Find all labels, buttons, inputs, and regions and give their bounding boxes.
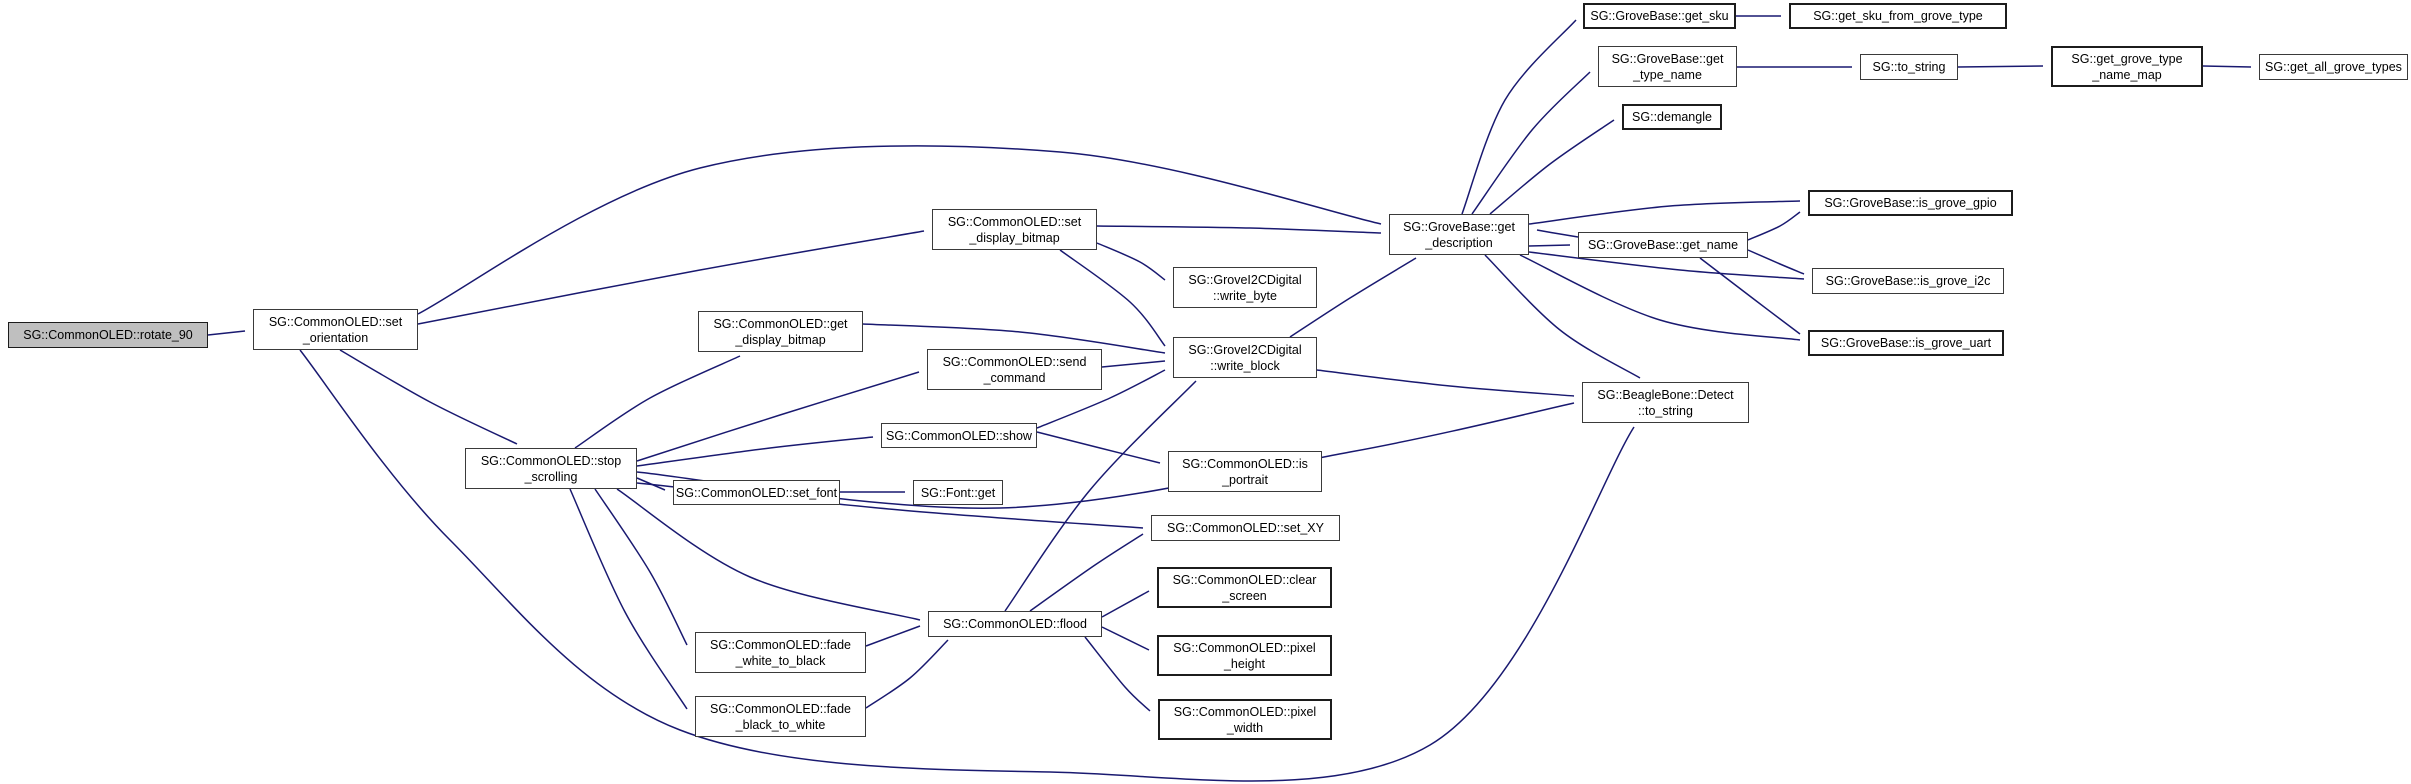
call-edge-flood-to-clear_screen [1102,591,1149,617]
graph-node-fade_black_to_white[interactable] [695,696,866,737]
graph-node-label: _width [1226,720,1264,735]
graph-node-label: SG::CommonOLED::clear [1172,572,1317,587]
call-edge-set_orientation-to-detect_to_string [300,350,1634,781]
call-edge-set_display_bitmap-to-get_description [1097,226,1381,233]
graph-node-to_string[interactable] [1860,54,1958,80]
call-edge-get_name-to-is_grove_uart [1700,258,1800,334]
call-edge-get_description-to-demangle [1490,120,1614,214]
graph-node-set_display_bitmap[interactable] [932,209,1097,250]
graph-node-get_all_grove_types[interactable] [2259,54,2408,80]
call-edge-get_description-to-get_name [1529,245,1570,246]
graph-node-label: SG::CommonOLED::pixel [1173,640,1316,655]
graph-node-set_orientation[interactable] [253,309,418,350]
graph-node-label: SG::GroveBase::get [1611,51,1724,66]
graph-node-is_grove_gpio[interactable] [1808,190,2013,216]
call-edge-get_name-to-get_description [1537,230,1578,237]
call-edge-write_block-to-detect_to_string [1317,370,1574,396]
graph-node-label: SG::demangle [1632,110,1712,124]
graph-node-set_XY[interactable] [1151,515,1340,541]
graph-node-get_display_bitmap[interactable] [698,311,863,352]
graph-node-label: SG::GroveI2CDigital [1188,272,1302,287]
graph-node-label: SG::BeagleBone::Detect [1597,387,1734,402]
graph-node-label: SG::CommonOLED::flood [943,617,1087,631]
graph-node-label: _command [983,370,1046,385]
call-edge-stop_scrolling-to-get_display_bitmap [575,356,740,448]
graph-node-stop_scrolling[interactable] [465,448,637,489]
graph-node-label: SG::GroveI2CDigital [1188,342,1302,357]
call-edge-get_description-to-is_grove_gpio [1529,201,1800,224]
graph-node-label: SG::GroveBase::is_grove_i2c [1825,274,1991,288]
graph-node-label: _display_bitmap [735,332,826,347]
graph-node-show[interactable] [881,423,1037,448]
graph-node-flood[interactable] [928,611,1102,637]
call-edge-flood-to-pixel_width [1085,637,1150,711]
graph-node-label: SG::GroveBase::get_name [1587,238,1739,252]
graph-node-get_name[interactable] [1578,232,1748,258]
graph-node-label: SG::CommonOLED::get [713,316,848,331]
graph-node-label: _scrolling [524,469,578,484]
graph-node-clear_screen[interactable] [1157,567,1332,608]
graph-node-label: SG::GroveBase::get_sku [1590,9,1729,23]
graph-node-label: _black_to_white [735,717,826,732]
graph-node-label: SG::CommonOLED::set [947,214,1082,229]
graph-node-label: ::to_string [1638,403,1693,418]
graph-node-label: ::write_block [1210,358,1280,373]
graph-node-label: SG::CommonOLED::show [886,428,1032,443]
graph-node-label: SG::CommonOLED::rotate_90 [23,328,193,342]
call-edge-set_display_bitmap-to-write_block [1060,250,1165,346]
call-edge-stop_scrolling-to-set_font [637,478,665,490]
call-edge-fade_white_to_black-to-flood [866,626,920,646]
call-edge-rotate_90-to-set_orientation [208,331,245,335]
graph-node-label: _description [1425,235,1493,250]
graph-node-label: SG::CommonOLED::set_font [675,485,838,500]
graph-node-detect_to_string[interactable] [1582,382,1749,423]
graph-node-label: SG::to_string [1872,60,1946,74]
graph-node-label: SG::CommonOLED::stop [480,453,622,468]
graph-node-rotate_90 [8,322,208,348]
graph-node-label: _orientation [302,330,369,345]
call-edge-stop_scrolling-to-show [637,437,873,466]
call-edge-get_description-to-get_sku [1462,20,1576,214]
graph-node-write_byte[interactable] [1173,267,1317,308]
graph-node-label: SG::Font::get [920,485,996,500]
graph-node-send_command[interactable] [927,349,1102,390]
graph-node-label: SG::get_grove_type [2071,51,2183,66]
graph-node-get_sku[interactable] [1583,3,1736,29]
graph-node-is_grove_i2c[interactable] [1812,268,2004,294]
call-edge-get_name-to-is_grove_i2c [1748,250,1804,274]
graph-node-pixel_height[interactable] [1157,635,1332,676]
graph-node-label: SG::CommonOLED::send [942,354,1087,369]
graph-node-label: SG::get_all_grove_types [2265,60,2402,74]
graph-node-get_grove_type_name_map[interactable] [2051,46,2203,87]
graph-node-label: SG::GroveBase::get [1403,219,1515,234]
graph-node-label: ::write_byte [1213,288,1277,303]
graph-node-font_get[interactable] [913,480,1003,505]
call-edge-stop_scrolling-to-fade_black_to_white [570,489,687,709]
graph-node-label: _display_bitmap [969,230,1060,245]
graph-node-label: SG::CommonOLED::is [1182,456,1308,471]
graph-node-label: SG::CommonOLED::fade [709,701,852,716]
call-edge-get_name-to-is_grove_gpio [1748,212,1800,240]
call-edge-flood-to-pixel_height [1102,627,1149,650]
graph-node-label: SG::CommonOLED::set_XY [1166,521,1324,535]
graph-node-is_portrait[interactable] [1168,451,1322,492]
graph-node-fade_white_to_black[interactable] [695,632,866,673]
graph-node-label: SG::GroveBase::is_grove_uart [1820,336,1992,350]
call-edge-set_display_bitmap-to-write_byte [1097,243,1165,280]
graph-node-label: SG::get_sku_from_grove_type [1813,9,1983,23]
graph-node-label: _screen [1222,588,1267,603]
graph-node-label: _height [1223,656,1265,671]
graph-node-pixel_width[interactable] [1158,699,1332,740]
graph-node-label: SG::CommonOLED::pixel [1173,704,1317,719]
graph-node-label: SG::CommonOLED::set [268,314,403,329]
graph-node-label: _white_to_black [735,653,826,668]
call-edge-send_command-to-write_block [1102,361,1165,367]
call-edge-get_description-to-detect_to_string [1485,255,1640,378]
graph-node-write_block[interactable] [1173,337,1317,378]
call-edge-get_description-to-get_type_name [1472,72,1590,214]
call-edge-get_grove_type_name_map-to-get_all_grove_types [2203,66,2251,67]
graph-node-label: _portrait [1222,472,1268,487]
call-edge-get_description-to-is_grove_uart [1520,255,1800,340]
call-edge-to_string-to-get_grove_type_name_map [1958,66,2043,67]
graph-node-get_type_name[interactable] [1598,46,1737,87]
graph-node-label: SG::CommonOLED::fade [709,637,852,652]
graph-node-label: _name_map [2092,67,2162,82]
call-edge-set_orientation-to-stop_scrolling [340,350,517,444]
graph-node-is_grove_uart[interactable] [1808,330,2004,356]
call-edge-show-to-is_portrait [1037,432,1160,463]
call-edge-fade_black_to_white-to-flood [866,640,948,708]
call-edge-stop_scrolling-to-fade_white_to_black [595,489,687,645]
graph-node-set_font[interactable] [673,480,840,505]
call-edge-flood-to-set_XY [1030,534,1143,611]
graph-node-get_description[interactable] [1389,214,1529,255]
graph-node-label: SG::GroveBase::is_grove_gpio [1824,196,1997,210]
graph-node-demangle[interactable] [1622,104,1722,130]
call-edge-stop_scrolling-to-send_command [637,372,919,461]
graph-node-label: _type_name [1633,67,1702,82]
call-edge-stop_scrolling-to-flood [617,489,920,620]
graph-node-get_sku_from_grove_type[interactable] [1789,3,2007,29]
